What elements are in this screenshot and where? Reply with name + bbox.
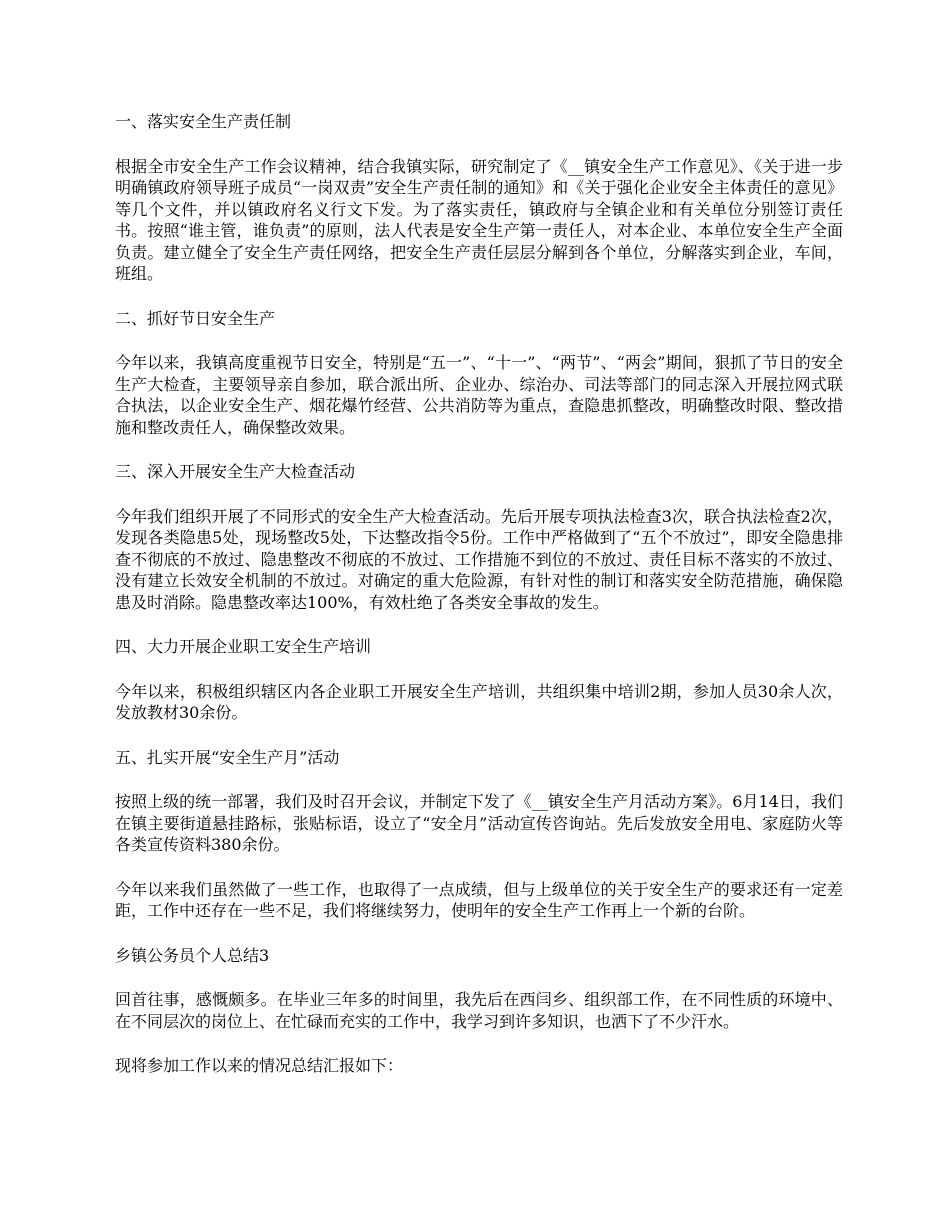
section-heading-5: 五、扎实开展“安全生产月”活动 — [115, 747, 340, 767]
paragraph-conclusion: 今年以来我们虽然做了一些工作，也取得了一点成绩，但与上级单位的关于安全生产的要求还有一定差距，工作中还存在一些不足，我们将继续努力，使明年的安全生产工作再上一个新的台阶。 — [115, 879, 843, 920]
paragraph-reflection: 回首往事，感慨颇多。在毕业三年多的时间里，我先后在西闫乡、组织部工作，在不同性质的环境中、在不同层次的岗位上、在忙碌而充实的工作中，我学习到许多知识，也洒下了不少汗水。 — [115, 990, 843, 1031]
section-heading-3: 三、深入开展安全生产大检查活动 — [115, 462, 356, 481]
paragraph-holiday-safety: 今年以来，我镇高度重视节日安全，特别是“五一”、“十一”、“两节”、“两会”期间，狠抓了节日的安全生产大检查，主要领导亲自参加，联合派出所、企业办、综治办、司法等部门的同志深入开展拉网式联合执法，以企业安全生产、烟花爆竹经营、公共消防等为重点，查隐患抓整改，明确整改时限、整改措施和整改责任人，确保整改效果。 — [115, 353, 843, 437]
paragraph-responsibility: 根据全市安全生产工作会议精神，结合我镇实际，研究制定了《__镇安全生产工作意见》、《关于进一步明确镇政府领导班子成员“一岗双责”安全生产责任制的通知》和《关于强化企业安全主体责任的意见》等几个文件，并以镇政府名义行文下发。为了落实责任，镇政府与全镇企业和有关单位分别签订责任书。按照“谁主管，谁负责”的原则，法人代表是安全生产第一责任人，对本企业、本单位安全生产全面负责。建立健全了安全生产责任网络，把安全生产责任层层分解到各个单位，分解落实到企业，车间，班组。 — [115, 156, 843, 283]
summary-3-heading: 乡镇公务员个人总结3 — [115, 945, 270, 965]
paragraph-training: 今年以来，积极组织辖区内各企业职工开展安全生产培训，共组织集中培训2期，参加人员30余人次，发放教材30余份。 — [115, 681, 843, 722]
section-heading-1: 一、落实安全生产责任制 — [115, 112, 292, 131]
paragraph-inspection: 今年我们组织开展了不同形式的安全生产大检查活动。先后开展专项执法检查3次，联合执法检查2次，发现各类隐患5处，现场整改5处，下达整改指令5份。工作中严格做到了“五个不放过”，即安全隐患排查不彻底的不放过、隐患整改不彻底的不放过、工作措施不到位的不放过、责任目标不落实的不放过、没有建立长效安全机制的不放过。对确定的重大危险源，有针对性的制订和落实安全防范措施，确保隐患及时消除。隐患整改率达100%，有效杜绝了各类安全事故的发生。 — [115, 506, 843, 612]
section-heading-4: 四、大力开展企业职工安全生产培训 — [115, 637, 372, 656]
document-page — [115, 111, 843, 1100]
section-heading-2: 二、抓好节日安全生产 — [115, 308, 276, 328]
paragraph-safety-month: 按照上级的统一部署，我们及时召开会议，并制定下发了《__镇安全生产月活动方案》。6月14日，我们在镇主要街道悬挂路标，张贴标语，设立了“安全月”活动宣传咨询站。先后发放安全用电、家庭防火等各类宣传资料380余份。 — [115, 792, 843, 854]
paragraph-report-intro: 现将参加工作以来的情况总结汇报如下： — [115, 1056, 404, 1075]
